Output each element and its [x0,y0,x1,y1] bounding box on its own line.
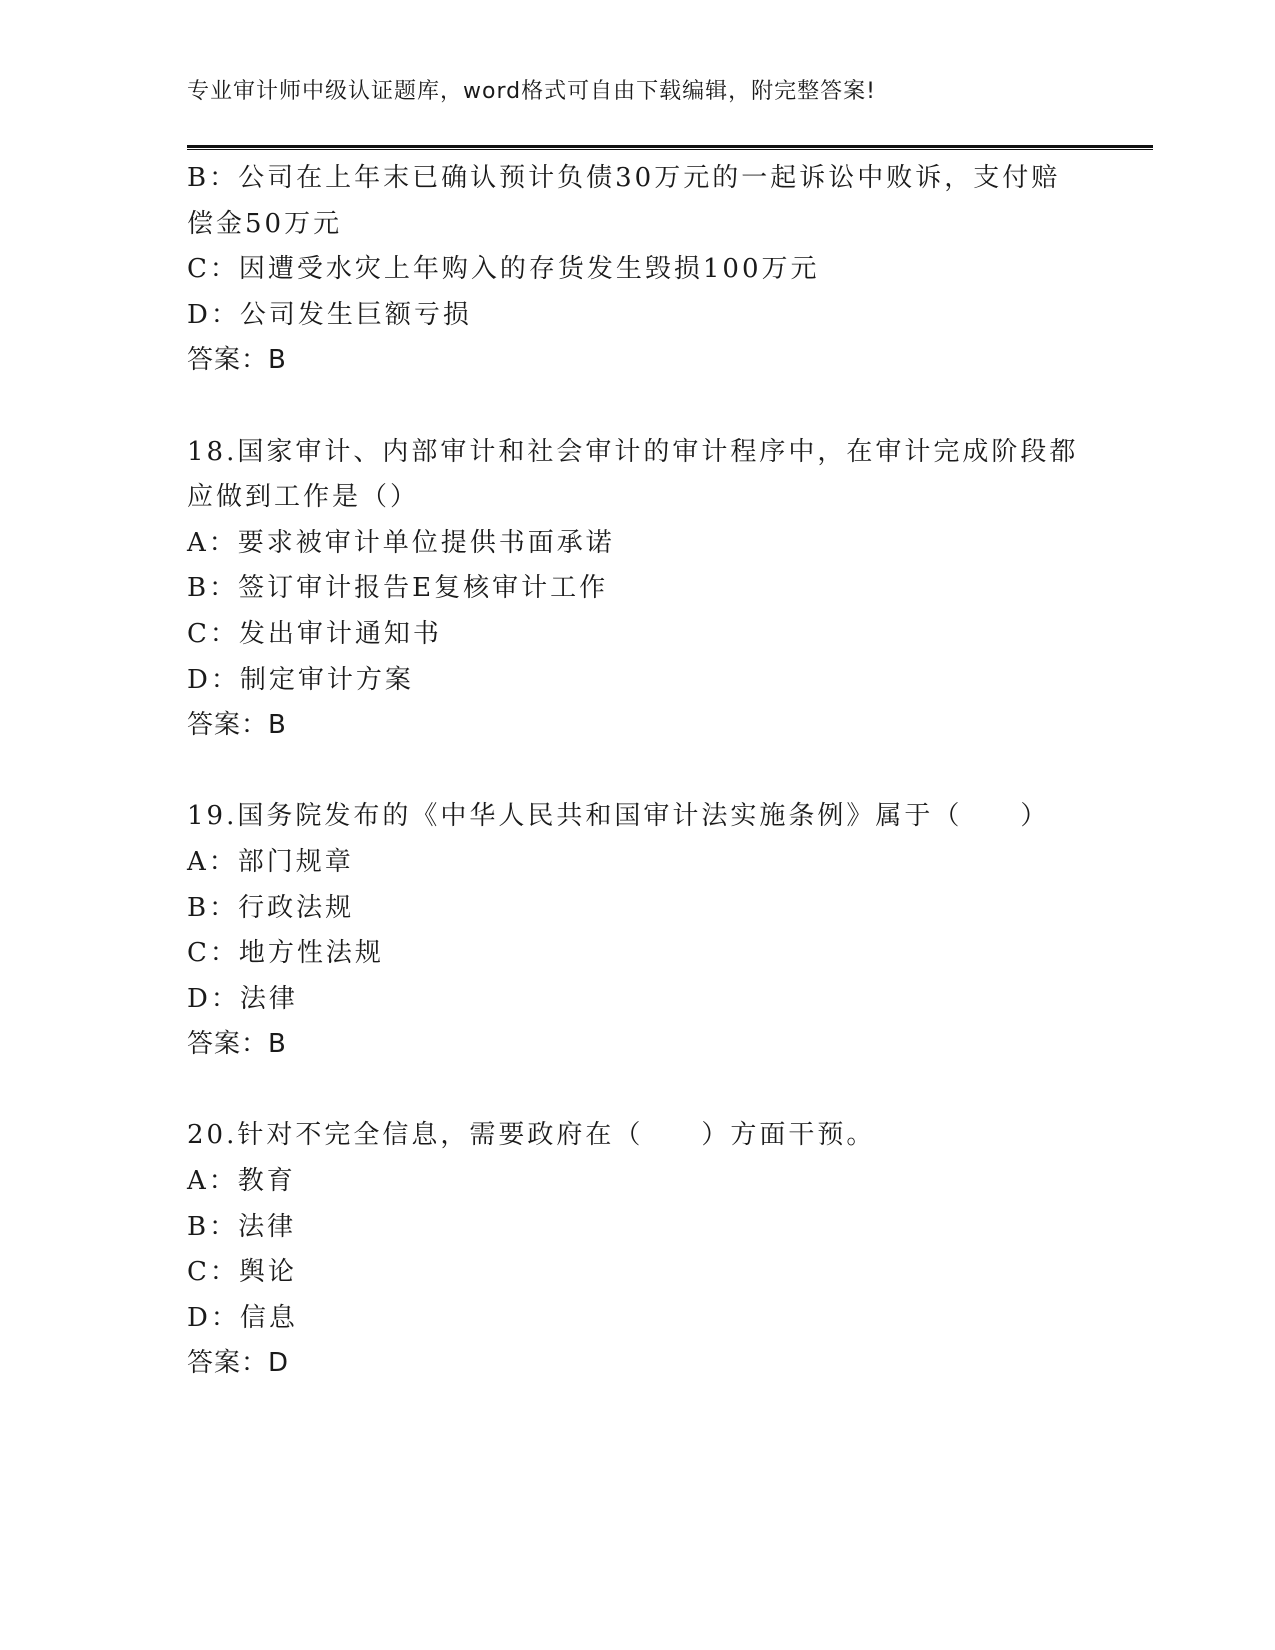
option-a: A：要求被审计单位提供书面承诺 [187,527,615,558]
question-stem: 20.针对不完全信息，需要政府在（ ）方面干预。 [187,1120,876,1151]
option-d: D：公司发生巨额亏损 [187,299,472,330]
question-18 [187,430,1087,749]
option-b: B：签订审计报告E复核审计工作 [187,573,609,604]
answer: 答案：B [187,345,287,376]
question-stem: 19.国务院发布的《中华人民共和国审计法实施条例》属于（ ） [187,801,1050,832]
option-d: D：法律 [187,983,298,1014]
option-a: A：教育 [187,1166,296,1197]
question-stem: 18.国家审计、内部审计和社会审计的审计程序中，在审计完成阶段都 [187,436,1079,467]
option-b-continued: 偿金50万元 [187,208,343,239]
option-a: A：部门规章 [187,846,354,877]
spacer [187,749,1087,795]
answer: 答案：B [187,710,287,741]
question-content [187,156,1087,1387]
question-17-fragment [187,156,1087,384]
option-b: B：行政法规 [187,892,355,923]
option-c: C：舆论 [187,1257,297,1288]
question-19 [187,794,1087,1068]
spacer [187,1068,1087,1114]
question-20 [187,1113,1087,1387]
header-divider [187,145,1153,150]
answer: 答案：B [187,1029,287,1060]
answer: 答案：D [187,1348,290,1379]
option-c: C：地方性法规 [187,938,384,969]
page-header: 专业审计师中级认证题库，word格式可自由下载编辑，附完整答案! [187,79,876,104]
option-c: C：发出审计通知书 [187,618,442,649]
option-b: B：法律 [187,1211,297,1242]
option-d: D：制定审计方案 [187,664,414,695]
option-b: B：公司在上年末已确认预计负债30万元的一起诉讼中败诉，支付赔 [187,163,1061,193]
question-stem-continued: 应做到工作是（） [187,482,420,513]
option-c: C：因遭受水灾上年购入的存货发生毁损100万元 [187,254,820,285]
option-d: D：信息 [187,1302,298,1333]
spacer [187,384,1087,430]
